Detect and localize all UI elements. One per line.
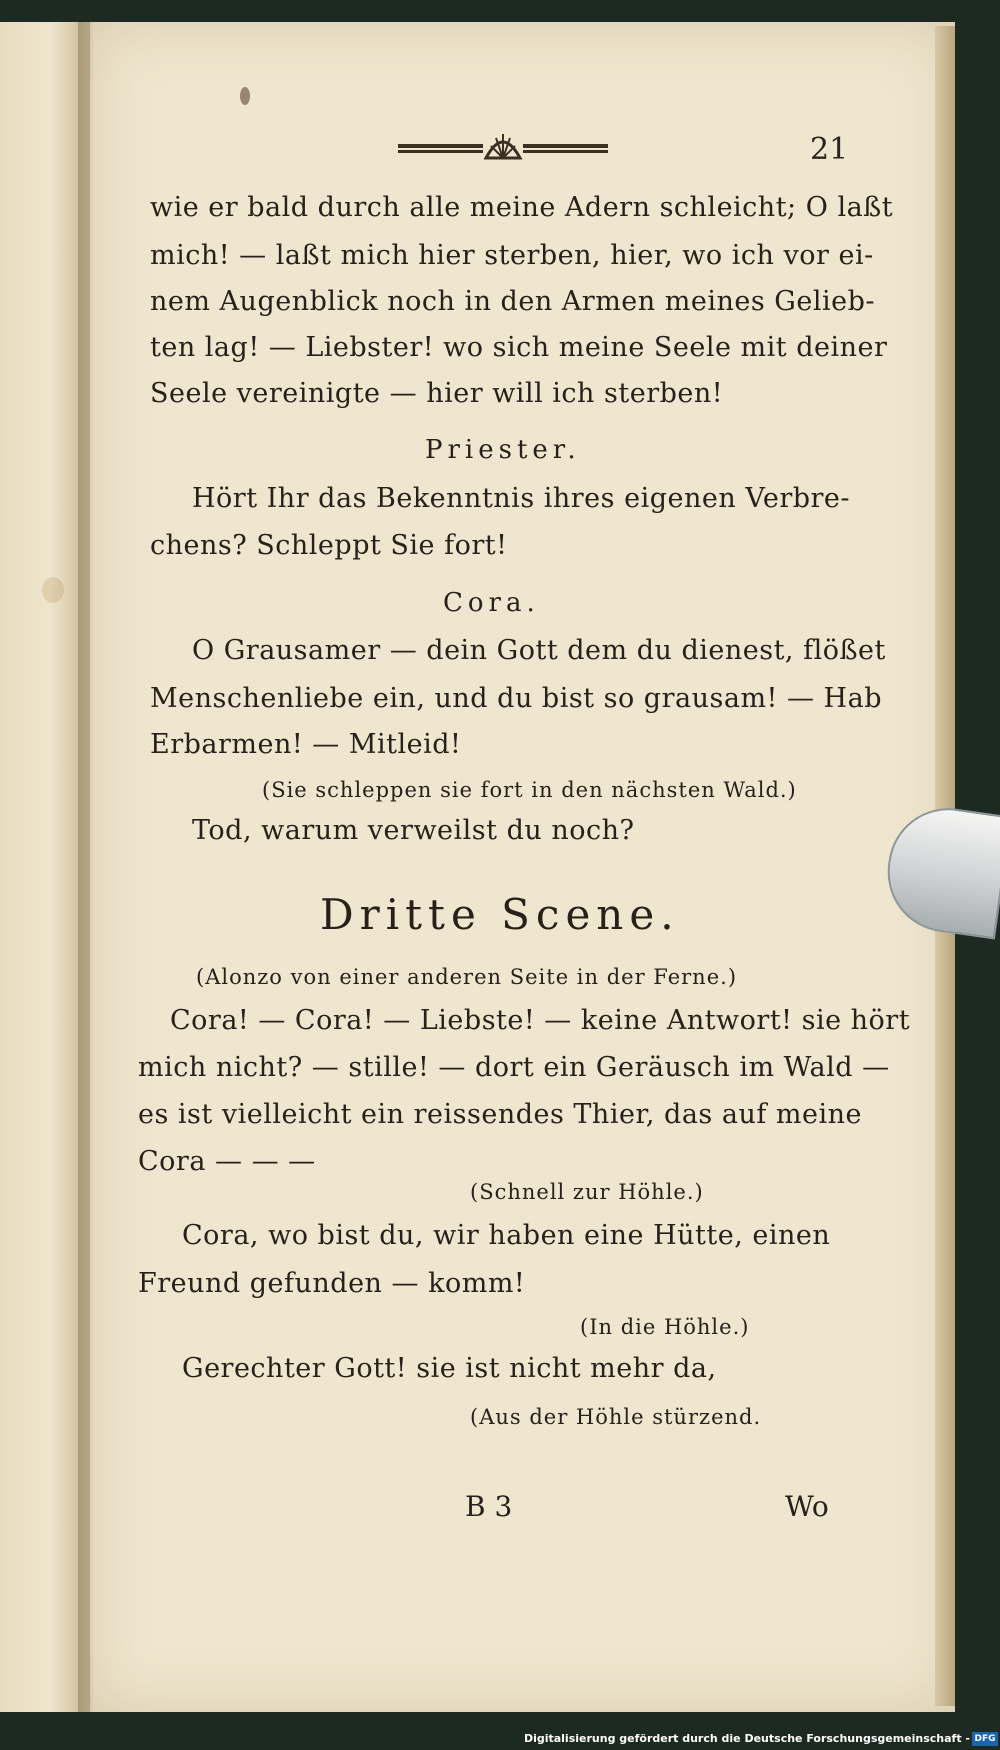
priest-line-1: Hört Ihr das Bekenntnis ihres eigenen Verbre- — [192, 483, 851, 514]
signature-mark: B 3 — [465, 1490, 513, 1523]
dfg-logo: DFG — [972, 1732, 998, 1746]
speaker-cora: Cora. — [443, 588, 540, 618]
alonzo-line-2: mich nicht? — stille! — dort ein Geräusch im Wald — — [138, 1052, 890, 1083]
alonzo-line-4: Cora — — — — [138, 1146, 316, 1177]
speaker-priester: Priester. — [425, 435, 581, 465]
stage-direction: (Aus der Höhle stürzend. — [470, 1405, 762, 1429]
cora-line-3: Erbarmen! — Mitleid! — [150, 729, 462, 760]
body-line-5: Seele vereinigte — hier will ich sterben! — [150, 378, 724, 409]
catchword: Wo — [785, 1490, 829, 1523]
body-line-2: mich! — laßt mich hier sterben, hier, wo ich vor ei- — [150, 240, 874, 271]
body-line: Tod, warum verweilst du noch? — [192, 815, 635, 846]
stage-direction: (In die Höhle.) — [580, 1315, 750, 1339]
alonzo-line-1: Cora! — Cora! — Liebste! — keine Antwort! sie hört — [170, 1005, 911, 1036]
scene-heading: Dritte Scene. — [320, 890, 680, 939]
alonzo-line-5: Cora, wo bist du, wir haben eine Hütte, einen — [182, 1220, 831, 1251]
cora-line-2: Menschenliebe ein, und du bist so grausam! — Hab — [150, 683, 882, 714]
body-line: Gerechter Gott! sie ist nicht mehr da, — [182, 1353, 717, 1384]
page-gutter-shadow — [78, 22, 94, 1712]
shell-ornament-icon — [398, 128, 608, 168]
stage-direction: (Schnell zur Höhle.) — [470, 1180, 704, 1204]
body-line-4: ten lag! — Liebster! wo sich meine Seele mit deiner — [150, 332, 888, 363]
stage-direction: (Alonzo von einer anderen Seite in der Ferne.) — [196, 965, 738, 989]
body-line-3: nem Augenblick noch in den Armen meines Gelieb- — [150, 286, 875, 317]
credit-text: Digitalisierung gefördert durch die Deutsche Forschungsgemeinschaft - — [523, 1732, 970, 1745]
priest-line-2: chens? Schleppt Sie fort! — [150, 530, 508, 561]
alonzo-line-6: Freund gefunden — komm! — [138, 1268, 526, 1299]
alonzo-line-3: es ist vielleicht ein reissendes Thier, das auf meine — [138, 1099, 863, 1130]
page-number: 21 — [810, 132, 849, 167]
cora-line-1: O Grausamer — dein Gott dem du dienest, flößet — [192, 635, 886, 666]
paper-stain — [42, 577, 64, 603]
body-line-1: wie er bald durch alle meine Adern schleicht; O laßt — [150, 192, 894, 223]
stage-direction: (Sie schleppen sie fort in den nächsten Wald.) — [262, 778, 797, 802]
book-page — [90, 22, 955, 1712]
ink-spot — [240, 87, 250, 105]
